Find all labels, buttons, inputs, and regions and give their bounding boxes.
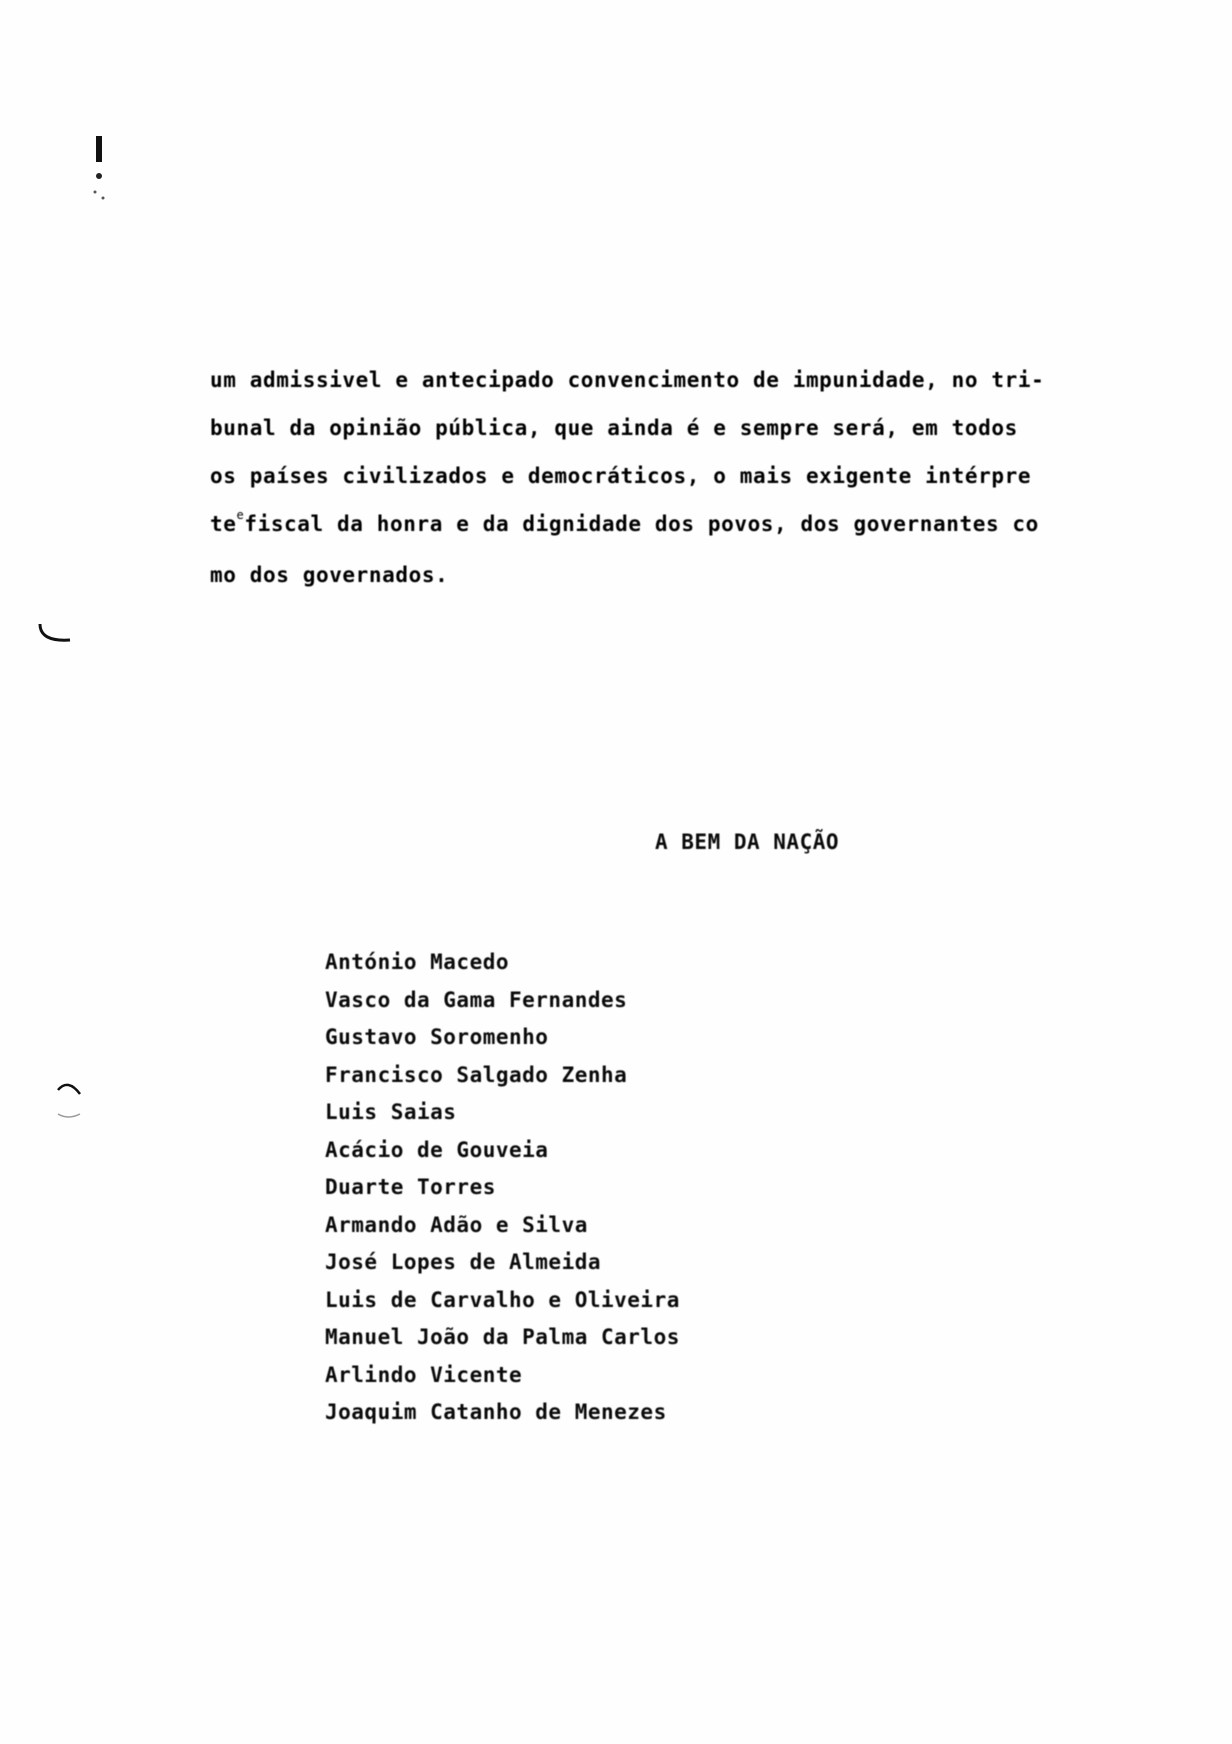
closing-salutation: A BEM DA NAÇÃO	[655, 830, 840, 854]
paragraph-line: um admissivel e antecipado convencimento de impunidade, no tri-	[210, 368, 1045, 392]
signatory-name: José Lopes de Almeida	[325, 1250, 602, 1274]
signatory-name: Armando Adão e Silva	[325, 1212, 588, 1237]
paragraph-line: mo dos governados.	[210, 563, 449, 587]
punch-hole-mark-middle	[36, 620, 76, 650]
signatory-name: Luis de Carvalho e Oliveira	[325, 1287, 680, 1312]
signatory-list	[325, 944, 680, 1432]
signatory-name: Duarte Torres	[325, 1175, 496, 1199]
paragraph-line: fiscal da honra e da dignidade dos povos, dos governantes co	[244, 512, 1039, 536]
signatory-name: Manuel João da Palma Carlos	[325, 1325, 680, 1349]
signatory-name: Arlindo Vicente	[325, 1362, 523, 1387]
paragraph-line: os países civilizados e democráticos, o mais exigente intérpre	[210, 464, 1032, 488]
line-prefix: te	[210, 512, 237, 536]
paragraph-line-with-correction	[210, 500, 1160, 551]
punch-hole-mark-lower	[52, 1078, 86, 1122]
paragraph-line: bunal da opinião pública, que ainda é e sempre será, em todos	[210, 416, 1018, 440]
signatory-name: Acácio de Gouveia	[325, 1137, 549, 1162]
body-paragraph	[210, 356, 1160, 599]
signatory-name: Vasco da Gama Fernandes	[325, 987, 628, 1012]
signatory-name: Luis Saias	[325, 1100, 457, 1124]
signatory-name: Francisco Salgado Zenha	[325, 1062, 628, 1087]
signatory-name: Gustavo Soromenho	[325, 1025, 549, 1049]
handwritten-correction: e	[236, 508, 245, 522]
signatory-name: Joaquim Catanho de Menezes	[325, 1400, 667, 1424]
punch-hole-mark-top	[84, 132, 114, 212]
signatory-name: António Macedo	[325, 950, 510, 974]
